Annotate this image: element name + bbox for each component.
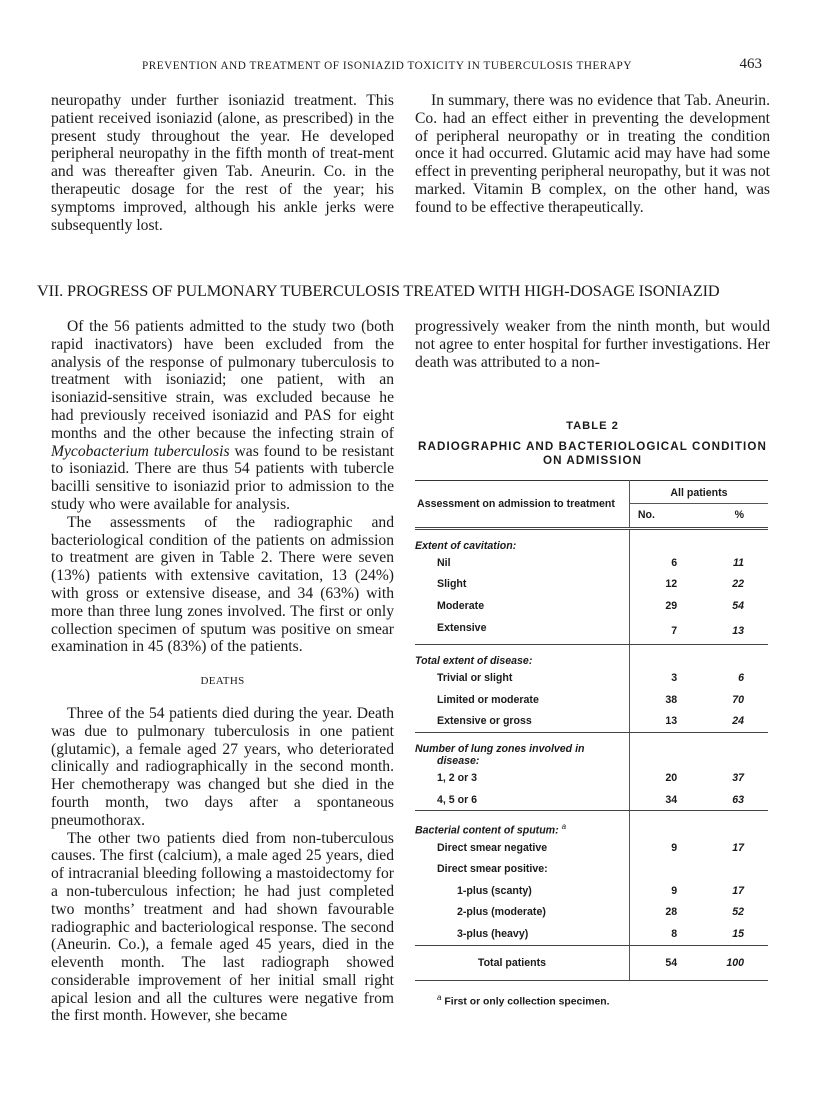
table-label: TABLE 2	[566, 420, 619, 432]
group-heading-row	[415, 733, 768, 768]
row-label: Direct smear negative	[437, 841, 548, 854]
total-label: Total patients	[415, 945, 629, 980]
row-pct: 24	[695, 711, 768, 733]
group-heading-row	[415, 645, 768, 668]
top-left-column	[51, 92, 394, 234]
row-pct: 15	[695, 923, 768, 945]
total-no: 54	[629, 945, 695, 980]
row-no: 20	[629, 767, 695, 789]
body-paragraph: progressively weaker from the ninth month, but would not agree to enter hospital for further investigations. Her death was attributed to a non-	[415, 318, 770, 371]
table-row	[415, 552, 768, 574]
row-pct: 37	[732, 771, 744, 784]
table-row	[415, 789, 768, 811]
body-paragraph: The assessments of the radiographic and bacteriological condition of the patients on admission to treatment are given in Table 2. There were seven (13%) patients with extensive cavitation, 13 (24%) with gross or extensive disease, and 34 (63%) with more than three lung zones involved. The first or only collection specimen of sputum was positive on smear examination in 45 (83%) of the patients.	[51, 513, 394, 656]
row-label: 1, 2 or 3	[437, 771, 478, 784]
table-row	[415, 574, 768, 596]
row-no: 28	[629, 902, 695, 924]
table-row	[415, 880, 768, 902]
row-pct	[695, 858, 768, 880]
row-pct: 6	[738, 672, 744, 685]
body-paragraph: The other two patients died from non-tuberculous causes. The first (calcium), a male aged 25 years, died of intracranial bleeding following a mastoidectomy for a non-tuberculous infection; he had just completed two months’ treatment and had shown favourable radiographic and bacteriological response. The second (Aneurin. Co.), a female aged 45 years, died in the eleventh month. The last radiograph showed considerable improvement of her initial small right apical lesion and all the cultures were negative from the first month. However, she became	[51, 829, 394, 1025]
row-no: 6	[629, 552, 695, 574]
row-no: 9	[629, 880, 695, 902]
row-pct: 13	[695, 617, 768, 645]
group-title	[415, 733, 629, 768]
table-row	[415, 711, 768, 733]
row-label: Moderate	[437, 599, 485, 612]
row-pct: 52	[732, 906, 744, 919]
table-row	[415, 689, 768, 711]
summary-paragraph: In summary, there was no evidence that Tab. Aneurin. Co. had an effect either in preventing the development of peripheral neuropathy or in treating the condition once it had occurred. Glutamic acid may have had some effect in preventing peripheral neuropathy, but it was not marked. Vitamin B complex, on the other hand, was found to be effective therapeutically.	[415, 92, 770, 216]
footnote-marker: a	[561, 822, 567, 832]
row-label: 1-plus (scanty)	[457, 884, 532, 897]
body-paragraph: Three of the 54 patients died during the year. Death was due to pulmonary tuberculosis in one patient (glutamic), a female aged 27 years, who deteriorated clinically and radiographically in the second month. Her chemotherapy was changed but she died in the fourth month, two days after a spontaneous pneumothorax.	[51, 704, 394, 829]
table-row	[415, 595, 768, 617]
row-label: Slight	[437, 578, 467, 591]
row-label: Nil	[437, 556, 451, 569]
table-row	[415, 837, 768, 859]
table-row	[415, 902, 768, 924]
deaths-heading: DEATHS	[200, 675, 245, 688]
row-no: 29	[629, 595, 695, 617]
group-title-line: disease:	[437, 755, 480, 768]
row-label: Trivial or slight	[437, 672, 513, 685]
group-heading-row	[415, 529, 768, 553]
right-column	[415, 318, 770, 371]
group-title: Total extent of disease:	[415, 655, 533, 668]
row-label: Limited or moderate	[437, 693, 539, 706]
row-no: 3	[629, 667, 695, 689]
header-no: No.	[629, 504, 695, 529]
row-no: 7	[629, 617, 695, 645]
row-pct: 17	[732, 884, 744, 897]
table-header-row	[415, 481, 768, 504]
species-name: Mycobacterium tuberculosis	[51, 442, 230, 460]
header-assessment: Assessment on admission to treatment	[417, 498, 615, 510]
left-column	[51, 318, 394, 1025]
table-row	[415, 767, 768, 789]
text-run: Of the 56 patients admitted to the study two (both rapid inactivators) have been excluded from the analysis of the response of pulmonary tuberculosis to treatment with isoniazid; one patient, with an isoniazid-sensitive strain, was excluded because he had previously received isoniazid and PAS for eight months and the other because the infecting strain of	[51, 318, 394, 442]
page-number: 463	[739, 56, 762, 72]
running-title: PREVENTION AND TREATMENT OF ISONIAZID TOXICITY IN TUBERCULOSIS THERAPY	[142, 60, 632, 72]
row-no: 34	[629, 789, 695, 811]
footnote-marker: a	[437, 992, 442, 1002]
row-no	[629, 858, 695, 880]
row-no: 13	[629, 711, 695, 733]
row-pct: 17	[732, 841, 744, 854]
group-title-text: Bacterial content of sputum:	[415, 824, 559, 837]
row-no: 38	[629, 689, 695, 711]
row-label: Direct smear positive:	[437, 863, 548, 876]
table-row	[415, 923, 768, 945]
table-row	[415, 667, 768, 689]
table-row	[415, 858, 768, 880]
group-heading-row	[415, 811, 768, 837]
row-pct: 63	[695, 789, 768, 811]
group-title: Extent of cavitation:	[415, 540, 517, 552]
text-run: was found to be resistant to isoniazid. There are thus 54 patients with tubercle bacilli sensitive to isoniazid prior to admission to the study who were available for analysis.	[51, 442, 395, 513]
row-label: 2-plus (moderate)	[457, 906, 546, 919]
header-all-patients: All patients	[629, 481, 768, 504]
row-label: 3-plus (heavy)	[415, 923, 629, 945]
table-caption: RADIOGRAPHIC AND BACTERIOLOGICAL CONDITION ON ADMISSION	[418, 440, 767, 467]
continuation-paragraph: neuropathy under further isoniazid treatment. This patient received isoniazid (alone, as prescribed) in the present study throughout the year. He developed peripheral neuropathy in the fifth month of treat-ment and was thereafter given Tab. Aneurin. Co. in the therapeutic dosage for the rest of the year; his symptoms improved, although his ankle jerks were subsequently lost.	[51, 92, 394, 234]
row-pct: 70	[732, 693, 744, 706]
table-2	[415, 420, 770, 1007]
data-table	[415, 480, 768, 981]
row-label: Extensive	[415, 617, 629, 645]
total-pct: 100	[695, 945, 768, 980]
table-row	[415, 617, 768, 645]
row-pct: 11	[733, 556, 744, 569]
section-heading: VII. PROGRESS OF PULMONARY TUBERCULOSIS TREATED WITH HIGH-DOSAGE ISONIAZID	[37, 281, 720, 300]
row-pct: 22	[732, 578, 744, 591]
row-no: 12	[629, 574, 695, 596]
group-title-line: Number of lung zones involved in	[415, 743, 585, 756]
table-footnote	[415, 993, 770, 1007]
row-no: 9	[629, 837, 695, 859]
row-pct: 54	[732, 599, 744, 612]
row-no: 8	[629, 923, 695, 945]
group-title	[415, 811, 629, 837]
body-paragraph	[51, 318, 394, 514]
footnote-text: First or only collection specimen.	[444, 996, 610, 1008]
header-pct: %	[734, 509, 744, 521]
top-right-column	[415, 92, 770, 217]
row-label: Extensive or gross	[415, 711, 629, 733]
total-row	[415, 945, 768, 980]
running-head	[90, 58, 762, 78]
row-label: 4, 5 or 6	[415, 789, 629, 811]
